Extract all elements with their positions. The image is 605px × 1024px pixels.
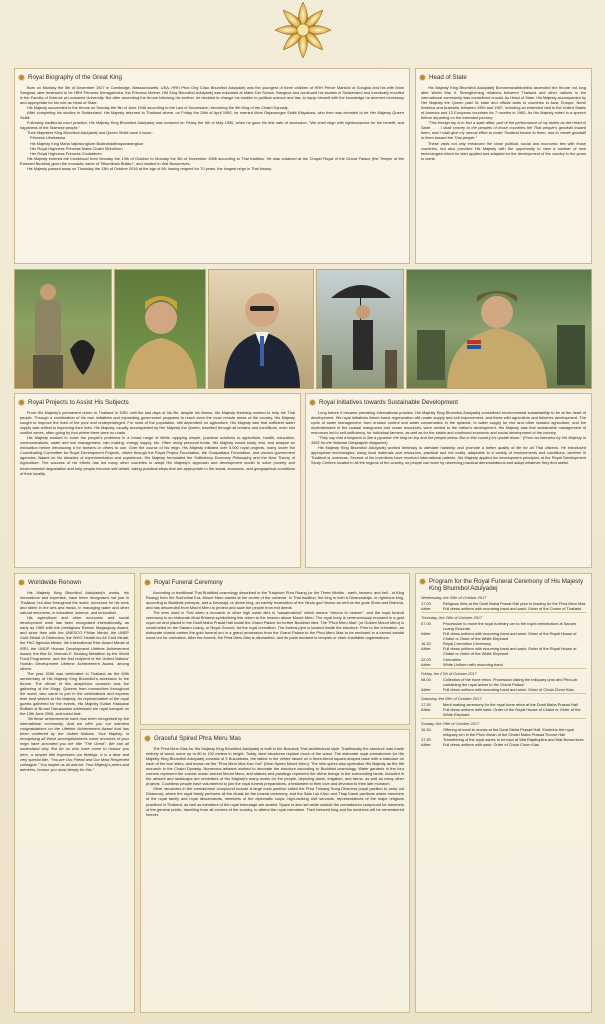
paragraph: Long before it became prevailing international practice, His Majesty King Bhumibol Adulyadej considered environmental sustainability to be at the heart of development. His royal initiatives linked forest regeneration with water supply and soil improvement, and these with agriculture and fisheries development. The cycle of water management, from erosion control and water conservation in the uplands, to water supply for rice and other lowland agriculture, and the replenishment of the coastal mangroves and ocean resources, were central to the nation's development. His Majesty saw that sustainable management of resources led to self-sufficiency, for individual farmers, as well as for the stable and continued economic and social development of the country. (311, 410, 586, 436)
paragraph: His Majesty entered the monkhood from Monday the 13th of October to Monday the 5th of November 1956 according to Thai tradition. He was ordained at the Chapel Royal of the Grand Palace (the Temple of the Emerald Buddha) given the monastic name of "Bhumibalo Bhikku", and resided in Wat Bowornives. (20, 155, 404, 166)
king-with-camera-photo (14, 269, 112, 389)
head-of-state-title: Head of State (429, 74, 467, 81)
program-row (421, 727, 586, 737)
divider (421, 668, 586, 669)
program-row (421, 646, 586, 656)
program-row (421, 621, 586, 631)
phra-meru-mas-heading (145, 734, 409, 743)
worldwide-renown-panel (14, 573, 135, 1013)
biography-title: Royal Biography of the Great King (28, 74, 122, 81)
program-description: Offering of meal to monks at the Dusit Maha Prasad Hall. Enshrine the royal reliquary urn in the Phra Viman of the Chakri Maha Prasad Throne Hall (443, 727, 574, 738)
program-row (421, 687, 586, 692)
royal-projects-heading (19, 398, 300, 407)
sustainable-development-text (306, 410, 591, 466)
program-description: Procession to move the royal funerary urn to the royal crematorium at Sanam Luang Grounds (443, 621, 576, 632)
program-day-heading: Wednesday, the 25th of October 2017 (421, 595, 487, 600)
paragraph: The term used in Thai when a monarch or other high noble dies is "sawannakhot" which means "returns to heaven", and the royal funeral ceremony is an elaborate ritual Brhama symbolising this return to the heaven above Mount Meru. The royal body is ceremoniously encased in a gold royal urn and placed in the Dusit Maha Prasat Hall inside the Grand Palace for further Buddhist rites. The "Phra Meru Mas" (or Golden Mount Meru) is constructed on the Sanam Luang, or Royal Ground, for the royal cremation. The funeral pyre is located inside the structure. Prior to the cremation, an elaborate chariot carries the gold funeral urn in a grand procession from the Grand Palace to the Phra Meru Mas to be enclosed in a carved sandal wood urn for cremation. After the funeral, the Phra Meru Mas is dismantled, and its parts donated to temples or other charitable organisations. (146, 610, 404, 641)
program-day-heading: Saturday, the 28th of October 2017 (421, 695, 482, 701)
royal-funeral-heading (145, 578, 409, 587)
program-description: Full dress uniform with sash: Order of the Royal House of Chakri or Order of the White Elephant (443, 706, 581, 717)
sustainable-development-title: Royal Initiatives towards Sustainable Development (319, 399, 458, 406)
issue-item: Her Royal Highness Princess Maha Chakri Sirindhorn (30, 145, 123, 151)
paragraph: After completing his studies in Switzerland, His Majesty returned to Thailand where, on Friday the 28th of April 1950, he married Mom Rajawongse Sirikit Kitiyakara, who then was elevated to be Her Majesty Queen Sirikit. (20, 110, 404, 121)
program-description: Religious rites at the Dusit Maha Prasat Hall prior to leaving for the Phra Meru Mas (443, 601, 586, 607)
bullet-icon (420, 579, 425, 584)
program-time: 07.00 (421, 621, 431, 627)
program-time: Attire: (421, 706, 432, 712)
head-of-state-panel (415, 68, 592, 264)
program-description: White Uniform with mourning band (443, 661, 503, 667)
program-description: Cremation (443, 656, 461, 662)
program-description: Full dress uniform with mourning band and sash: Order of the Crown of Thailand (443, 606, 582, 612)
royal-funeral-panel (140, 573, 410, 725)
bullet-icon (420, 75, 425, 80)
paragraph: His Majesty King Bhumibol Adulyadej's works, his innovations and expertise, have been recognised not just in Thailand, but also throughout the world, honoured for his work and talent in the arts and music, in managing water and other natural resources, in education, science, and innovation. (20, 590, 129, 616)
paragraph: His Majesty worked to solve the people's problems in a broad range of fields: applying simple, practical solutions to agriculture, health, education, communications, water and soil management, rain making, energy supply, etc. Often using personal funds, His Majesty would study, test, and analyse an innovation before introducing it for farmers or others to use. Over the course of his reign, His Majesty initiated over 5,000 royal projects, many under the Coordinating Committee for Royal Development Projects, others through the Royal Project Foundation, the Chaipattana Foundation, and various government agencies. Based on his decades of experimentation and experience, His Majesty formulated the Sufficiency Economy Philosophy and the New Theory of Agriculture. The success of his efforts has led many other countries to adopt His Majesty's approach and development model to solve poverty and environmental degradation and help people become self-reliant, taking practical steps that are appropriate to the social, economic, and geographical conditions of their locality. (20, 435, 295, 476)
program-time: Attire: (421, 606, 432, 612)
paragraph: From His Majesty's permanent return to Thailand in 1951 until the last days of his life, despite his illness, His Majesty tirelessly worked to help the Thai people. Through a combination of his own initiatives and expanding government programs to reach even the most remote areas of the country, His Majesty sought to improve the lives of the poor and underprivileged. For most of the population, still dependent on agriculture, His Majesty saw that sufficient water supply was critical to improving their lives. His Majesty, usually accompanied by Her Majesty the Queen, travelled through all terrains and conditions, even into conflict zones, often going by foot where there were no roads. (20, 410, 295, 436)
program-time: 17.30 (421, 737, 431, 743)
royal-funeral-title: Royal Funeral Ceremony (154, 579, 223, 586)
issue-item: Princess Ubolratana (30, 135, 66, 141)
quote: "This foreign trip is in fact a state affair, part of the performance of my duties as the Head of State. . . . I shall convey to the peoples of those countries the Thai people's goodwill toward them, and I shall give my utmost effort to make Thailand known to them, and to create goodwill in them toward the Thai people." (421, 120, 586, 141)
bullet-icon (19, 400, 24, 405)
issue-item: His Majesty King Maha Vajiralongkorn Bodindradebayavarangkun (30, 140, 144, 146)
program-description: Full dress uniform with mourning band and sash: Order of the Royal House of Chakri or Order of the White Elephant (443, 646, 577, 657)
bullet-icon (310, 400, 315, 405)
divider (421, 612, 586, 613)
quote: "They say that a kingdom is like a pyramid: the king on top and the people below. But in this country it's upside down." (From an interview by His Majesty in 1982 for the National Geographic Magazine) (311, 435, 586, 446)
program-description: Royal Cremation Ceremony (443, 641, 492, 647)
program-row (421, 662, 586, 667)
program-day-heading: Friday, the 27th of October 2017 (421, 670, 477, 676)
program-description: Full dress uniform with sash: Order of Chula Chom Klao (443, 742, 540, 748)
paragraph: His Majesty King Bhumibol Adulyadej worked tirelessly to alleviate hardship and promote a better quality of life for all Thai citizens. He introduced appropriate technologies, using local materials and resources, practical and not costly, adaptable to a variety of environments and conditions, whether in Thailand or overseas. Several of his inventions have received international patents. His Majesty applied his development principles at the Royal Development Study Centres located in all the regions of the country, so people can learn by observing practical demonstrations and adapt whatever they find useful. (311, 445, 586, 466)
program-time: 22.00 (421, 656, 431, 662)
paragraph: His Majesty King Bhumibol Adulyadej Borommanathbobitra ascended the throne not long after World War II. Strengthening relations between Thailand and other nations in the international community was considered crucial. As Head of State, His Majesty accompanied by Her Majesty the Queen paid 31 state and official visits to countries in Asia, Europe, North America and Australia, between 1959 and 1967, including an extended visit to the United States of America and 13 European countries for 7 months in 1960. As His Majesty noted in a speech before departing on the extended journey: (421, 85, 586, 121)
paragraph: Born on Monday the 5th of December 1927 in Cambridge, Massachusetts, USA, HRH Phra Ong Chao Bhumibol Adulyadej was the youngest of three children of HRH Prince Mahidol of Songkla and his wife Mom Sangwal, later bestowed to be HRH Princess Srinagarindra, the Princess Mother. HM King Bhumibol Adulyadej was educated at Mater Dei School, Bangkok and continued his studies in Switzerland and eventually enrolled in the Faculty of Science at Lausanne University. But after ascending the throne following his brother, he decided to change his studies to political science and law, to equip himself with the knowledge he deemed necessary and appropriate for his role as Head of State. (20, 85, 404, 106)
sustainable-development-panel (305, 393, 592, 568)
biography-panel (14, 68, 410, 264)
program-time: 17.00 (421, 601, 431, 607)
paragraph: Other structures in the crematorium compound include a large main pavilion called the Phra Thinang Song Dhamma (royal pavilion to carry out Dhamma), where the royal family performs all the rituals for the funeral ceremony, and the Sala Luk Khun and Thap Kaset pavilions where members of the royal family and royal descendants, members of the diplomatic corps, high-ranking civil servants, representatives of the major religions practiced in Thailand, as well as members of the royal entourage are seated. Space is also set aside outside the crematorium compound for members of the general public, travelling from all corners of the country, to attend the royal cremation. Their beloved king and his kindness will be remembered forever. (146, 786, 404, 817)
program-time: 16.30 (421, 641, 431, 647)
funeral-program-title: Program for the Royal Funeral Ceremony of His Majesty King Bhumibol Adulyadej (429, 578, 584, 592)
program-row (421, 677, 586, 687)
program-description: Transferring of the royal ashes to be kept at Wat Rajabopitra and Wat Bowornives (443, 737, 584, 743)
program-row (421, 742, 586, 747)
head-of-state-heading (420, 73, 591, 82)
program-row (421, 631, 586, 641)
divider (421, 693, 586, 694)
divider (421, 718, 586, 719)
photo-strip (14, 269, 592, 389)
king-suit-photo (208, 269, 314, 389)
program-day-heading: Sunday, the 29th of October 2017 (421, 720, 480, 726)
program-time: Attire: (421, 742, 432, 748)
program-day-heading: Thursday, the 26th of October 2017 (421, 615, 483, 621)
biography-text (15, 85, 409, 171)
program-time: Attire: (421, 686, 432, 692)
royal-funeral-text (141, 590, 409, 640)
king-portrait-photo (114, 269, 206, 389)
royal-projects-text (15, 410, 300, 476)
paragraph: His agricultural and other economic and social development work has been recognised internationally, as early as 1969 with the prestigious Ramon Magsaysay Award, and since then with the UNESCO Philae Medal, the UNEP Gold Medal of Distinction, the WHO Health-for-All Gold Medal, the FAO Agricola Medal, the International Rice Award Medal of IRRI, the UNDP Human Development Lifetime Achievement Award, the first Dr. Norman E. Borlaug Medallion by the World Food Programme, and the first recipient of the United Nations' Human Development Lifetime Achievement Award, among others. (20, 615, 129, 671)
paragraph: Their Majesties King Bhumibol Adulyadej and Queen Sirikit have 4 issue : (27, 130, 154, 136)
program-row (421, 707, 586, 717)
bullet-icon (19, 580, 24, 585)
program-time: Attire: (421, 646, 432, 652)
program-time: Attire: (421, 661, 432, 667)
paragraph: According to traditional Thai Buddhist cosmology described in the Traiphum Phra Ruang (or the Three Worlds - earth, heaven, and hell - of King Ruang) from the Sukhothai Era, Mount Meru stands at the centre of the universe. In Thai tradition, the king is both a Dhammaraja, or righteous king, according to Buddhist precepts, and a Devaraja, or divine king, an earthly incarnation of the Hindu god Vishnu as well as the gods Shiva and Brahma, and has descended from Mount Meru to protect and save the people from evil deeds. (146, 590, 404, 611)
paragraph: His Majesty passed away on Thursday the 13th of October 2016 at the age of 89, having reigned for 70 years, the longest reign in Thai history. (27, 165, 273, 171)
funeral-program-schedule (416, 595, 591, 747)
paragraph: The year 2006 was celebrated in Thailand as the 60th anniversary of His Majesty King Bhumibol's accession to the throne. The climax of this auspicious occasion was the gathering of the Kings, Queens from monarchies throughout the world, who came to join in the celebrations and express their best wishes to His Majesty. As representative of the royal guests gathered for the events, His Majesty Sultan Hassanal Bolkiah of Brunei Darussalam addressed the royal banquet on the 13th June 2006, and noted that: (20, 670, 129, 717)
phra-meru-mas-title: Graceful Spired Phra Meru Mas (154, 735, 242, 742)
program-description: Merit making ceremony for the royal bone relics at the Dusit Maha Prasad Hall (443, 701, 578, 707)
bullet-icon (145, 580, 150, 585)
royal-projects-title: Royal Projects to Assist His Subjects (28, 399, 129, 406)
worldwide-renown-text (15, 590, 134, 772)
phra-meru-mas-text (141, 746, 409, 817)
gold-lotus-emblem-icon (272, 0, 334, 62)
program-time: 08.00 (421, 676, 431, 682)
paragraph: The Phra Meru Mas for His Majesty King Bhumibol Adulyadej is built in the Busobok Thai architectural style. Traditionally the structure was made entirely of wood, some up to 80 to 100 meters in height. Today, steel structures replace much of the wood. The elaborate royal crematorium for His Majesty King Bhumibol Adulyadej consists of 9 Busobboks, the tallest in the centre raised on a three-tiered square-shaped base with a staircase on each of the four sides, and known as the "Phra Meru Mas Kao Yod" (Nine-Spired Mount Meru). The nine spires also symbolise His Majesty as the 9th monarch in the Chakri Dynasty. Numerous artisans worked to decorate the structure according to Buddhist cosmology. Water gardens in the four corners represent the cosmic ocean around Mount Meru, and statues and paintings represent the divine beings in the surrounding lands. Included in the artwork and landscape are reminders of His Majesty's many works for the people, depicting dams, irrigation, and farms, as well as many other projects. Countless people have volunteered to join the royal funeral preparations, a testament to their love and devotion to their late monarch. (146, 746, 404, 787)
funeral-program-panel (415, 573, 592, 1013)
program-description: Collection of the bone relics. Procession taking the reliquary urns and Phra-ob containing the royal ashes to the Grand Palace (443, 676, 578, 687)
king-umbrella-photo (316, 269, 404, 389)
sustainable-development-heading (310, 398, 591, 407)
paragraph: These visits not only enhanced the close political, social and economic ties with those countries, but also provided His Majesty with the opportunity to view a number of new technologies which he later applied and adapted for the development of the country in the years to come. (421, 140, 586, 161)
program-time: 10.30 (421, 727, 431, 733)
bullet-icon (19, 75, 24, 80)
worldwide-renown-title: Worldwide Renown (28, 579, 82, 586)
head-of-state-text (416, 85, 591, 161)
paragraph: Following traditional court practice, His Majesty King Bhumibol Adulyadej was crowned on Friday the 5th of May 1950, when he gave his first oath of accession, "We shall reign with righteousness for the benefit, and happiness of the Siamese people." (20, 120, 404, 131)
biography-heading (19, 73, 409, 82)
quote: "All these achievements have now been recognised by the international community. And we offer you our warmest congratulations on the Lifetime Achievement Award that has been conferred by the United Nations. Your Majesty, in recognising all these accomplishments some accounts of your reign have accorded you the title "The Great". We can all understand why. But for us who have come to honour you here, a simpler title expresses our feelings. It is a dear and very special title, "You are Our Friend and Our Most Respected colleague." You inspire us all and we, Your Majesty's peers and admirers, honour you most deeply for this." (20, 716, 129, 772)
program-description: Full dress uniform with mourning band and sash: Order of the Royal House of Chakri or Order of the White Elephant (443, 631, 577, 642)
king-uniform-photo (406, 269, 592, 389)
program-row (421, 606, 586, 611)
issue-item: Her Royal Highness Princess Chulabhorn (30, 150, 102, 156)
royal-projects-panel (14, 393, 301, 568)
paragraph: His Majesty succeeded to the throne on Sunday the 9th of June 1946 according to the Law of Succession, becoming the 9th King of the Chakri Dynasty. (27, 105, 289, 111)
funeral-program-heading (420, 578, 591, 592)
worldwide-renown-heading (19, 578, 134, 587)
bullet-icon (145, 736, 150, 741)
program-description: Full dress uniform with mourning band and sash: Order of Chula Chom Klao (443, 686, 574, 692)
program-time: Attire: (421, 631, 432, 637)
program-time: 17.30 (421, 701, 431, 707)
phra-meru-mas-panel (140, 729, 410, 1013)
